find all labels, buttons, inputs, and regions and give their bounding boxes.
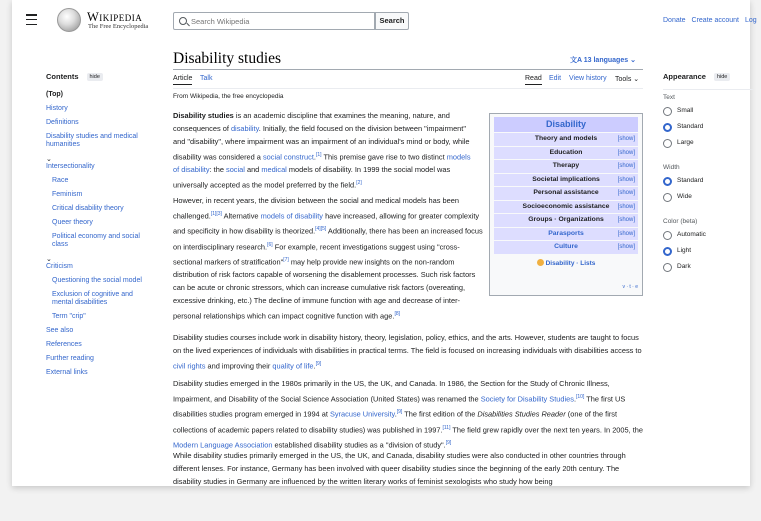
search-icon xyxy=(179,17,187,25)
toc-item-social-model[interactable]: Questioning the social model xyxy=(52,277,142,284)
wikipedia-globe-icon[interactable] xyxy=(57,8,81,32)
tools-menu[interactable] xyxy=(615,75,639,83)
show-toggle[interactable]: [show] xyxy=(617,190,635,196)
paragraph-2: However, in recent years, the division between the social and medical models has been challenged.[1][3] Alternative models of disability have increased, allowing for greater complexity and specificity in how disability is theorized.[4][5] Additionally, there has been an increased focus on interdisciplinary research.[6] For example, recent investigations suggest using "cross-sectional markers of stratification"[7] may help provide new insights on the non-random distribution of risk factors capable of worsening the disablement processes. Such risk factors can be acute or chronic stressors, which can increase cumulative risk factors (overeating, excessive drinking, etc.) The decline of immune function with age and decrease of inter-personal relationships which can impact cognitive function with age.[8] xyxy=(173,196,483,321)
radio-width-wide[interactable] xyxy=(663,193,672,202)
radio-small[interactable] xyxy=(663,107,672,116)
toc-item-critical-disability-theory[interactable]: Critical disability theory xyxy=(52,205,124,212)
create-account-link[interactable]: Create account xyxy=(691,17,740,24)
infobox-row-label: Socioeconomic assistance xyxy=(522,202,610,210)
page-title: Disability studies xyxy=(173,50,282,67)
toc-item-see-also[interactable]: See also xyxy=(46,327,74,334)
translate-icon: 文A xyxy=(570,57,584,64)
radio-large[interactable] xyxy=(663,139,672,148)
option-label: Large xyxy=(677,139,694,146)
wikipedia-tagline: The Free Encyclopedia xyxy=(88,23,149,30)
tab-talk[interactable]: Talk xyxy=(200,75,213,82)
color-option[interactable] xyxy=(663,230,753,246)
toc-item-feminism[interactable]: Feminism xyxy=(52,191,83,198)
infobox-row[interactable] xyxy=(494,160,638,173)
tab-view-history[interactable]: View history xyxy=(569,75,607,82)
infobox-row[interactable] xyxy=(494,228,638,241)
color-label: Color (beta) xyxy=(663,218,698,225)
tools-label: Tools xyxy=(615,76,632,83)
chevron-down-icon[interactable]: ⌄ xyxy=(46,156,52,163)
infobox-row[interactable] xyxy=(494,241,638,254)
window-left-margin xyxy=(0,0,12,486)
infobox-row-label: Personal assistance xyxy=(533,189,599,196)
toc-item-intersectionality[interactable]: Intersectionality xyxy=(46,163,95,170)
tabs-divider xyxy=(173,88,643,89)
paragraph-3: Disability studies courses include work in disability history, theory, legislation, policy, ethics, and the arts. However, students are taught to focus on the lived experiences of individuals with disabilities in practical terms. The field is focused on increasing individuals with disabilities access to civil rights and improving their quality of life.[9] xyxy=(173,333,642,371)
language-button[interactable] xyxy=(570,55,636,65)
infobox-footer[interactable] xyxy=(494,258,638,270)
option-label: Standard xyxy=(677,123,704,130)
radio-width-standard[interactable] xyxy=(663,177,672,186)
toc-item-queer-theory[interactable]: Queer theory xyxy=(52,219,93,226)
toc-title: Contents xyxy=(46,72,79,81)
infobox-row[interactable] xyxy=(494,201,638,214)
tab-article-label: Article xyxy=(173,75,193,82)
show-toggle[interactable]: [show] xyxy=(617,176,635,183)
infobox-footer-label: Disability · Lists xyxy=(545,259,596,267)
width-option[interactable] xyxy=(663,176,753,192)
toc-hide-button[interactable]: hide xyxy=(87,73,103,81)
toc-item-further-reading[interactable]: Further reading xyxy=(46,355,94,362)
infobox-row-label: Education xyxy=(549,148,583,156)
color-option[interactable] xyxy=(663,262,753,278)
infobox-row[interactable] xyxy=(494,147,638,160)
show-toggle[interactable]: [show] xyxy=(617,163,635,169)
toc-item-external-links[interactable]: External links xyxy=(46,369,88,376)
title-divider xyxy=(173,69,643,70)
toc-item-exclusion[interactable]: Exclusion of cognitive and mental disabilities xyxy=(52,291,133,306)
option-label: Wide xyxy=(677,193,692,200)
active-tab-indicator xyxy=(173,84,192,86)
width-label: Width xyxy=(663,164,680,171)
donate-link[interactable]: Donate xyxy=(663,17,686,24)
show-toggle[interactable]: [show] xyxy=(617,149,635,156)
tab-edit[interactable]: Edit xyxy=(549,75,562,82)
appearance-hide-button[interactable]: hide xyxy=(714,73,730,81)
toc-item-references[interactable]: References xyxy=(46,341,82,348)
chevron-down-icon: ⌄ xyxy=(633,76,640,83)
radio-automatic[interactable] xyxy=(663,231,672,240)
search-box[interactable] xyxy=(173,12,375,30)
appearance-title: Appearance xyxy=(663,72,706,81)
paragraph-1: Disability studies is an academic discipline that examines the meaning, nature, and consequences of disability. Initially, the field focused on the division between "impairment" and "disability", where impairment was an impairment of an individual's mind or body, while disability was considered a social construct.[1] This premise gave rise to two distinct models of disability: the social and medical models of disability. In 1999 the social model was universally accepted as the model preferred by the field.[2] xyxy=(173,111,471,190)
show-toggle[interactable]: [show] xyxy=(617,244,635,250)
show-toggle[interactable]: [show] xyxy=(617,203,635,210)
infobox-row[interactable] xyxy=(494,133,638,146)
site-subtitle: From Wikipedia, the free encyclopedia xyxy=(173,93,284,100)
toc-item-term-crip[interactable]: Term "crip" xyxy=(52,313,86,320)
search-input[interactable] xyxy=(191,13,371,29)
infobox-row-label: Parasports xyxy=(548,229,584,237)
table-of-contents xyxy=(46,72,146,383)
infobox-title[interactable]: Disability xyxy=(494,117,638,132)
appearance-panel xyxy=(663,72,753,278)
text-size-label: Text xyxy=(663,94,675,101)
toc-item-political-economy[interactable]: Political economy and social class xyxy=(52,233,140,248)
page-tabs xyxy=(173,75,643,87)
divider xyxy=(663,89,753,90)
chevron-down-icon[interactable]: ⌄ xyxy=(46,256,52,263)
infobox-row-label: Therapy xyxy=(552,162,580,169)
toc-item-criticism[interactable]: Criticism xyxy=(46,263,73,270)
toc-item-top[interactable]: (Top) xyxy=(46,91,63,98)
toc-item-definitions[interactable]: Definitions xyxy=(46,119,79,126)
infobox-row[interactable] xyxy=(494,174,638,187)
paragraph-5: While disability studies primarily emerged in the US, the UK, and Canada, disability studies were also conducted in other countries through different lenses. For instance, Germany has been involved with queer disability studies since the beginning of the early 20th century. The disability studies in Germany are influenced by the written literary works of feminist sexologists who study how being xyxy=(173,451,626,486)
radio-standard[interactable] xyxy=(663,123,672,132)
wikipedia-wordmark[interactable]: Wikipedia xyxy=(87,10,143,24)
search-button[interactable]: Search xyxy=(375,12,409,30)
color-option[interactable] xyxy=(663,246,753,262)
radio-light[interactable] xyxy=(663,247,672,256)
option-label: Small xyxy=(677,107,694,114)
personal-tools xyxy=(663,17,761,24)
infobox-row-label: Culture xyxy=(554,243,578,250)
active-tab-indicator xyxy=(525,84,542,86)
infobox-row-label: Societal implications xyxy=(532,175,600,183)
width-option[interactable] xyxy=(663,192,753,208)
tab-read[interactable] xyxy=(525,75,542,82)
tab-article[interactable] xyxy=(173,75,192,82)
option-label: Light xyxy=(677,247,692,254)
option-label: Standard xyxy=(677,177,704,184)
option-label: Automatic xyxy=(677,231,706,238)
radio-dark[interactable] xyxy=(663,263,672,272)
chevron-down-icon: ⌄ xyxy=(630,57,636,64)
text-size-option[interactable] xyxy=(663,122,753,138)
vte-links[interactable]: v · t · e xyxy=(622,284,638,290)
tab-read-label: Read xyxy=(525,75,542,82)
show-toggle[interactable]: [show] xyxy=(617,217,635,223)
log-in-link[interactable]: Log xyxy=(744,17,757,24)
text-size-option[interactable] xyxy=(663,138,753,154)
show-toggle[interactable]: [show] xyxy=(617,230,635,237)
option-label: Dark xyxy=(677,263,691,270)
paragraph-4: Disability studies emerged in the 1980s primarily in the US, the UK, and Canada. In 1986, the Section for the Study of Chronic Illness, Impairment, and Disability of the Social Science Association (United States) was renamed the Society for Disability Studies.[10] The first US disabilities studies program emerged in 1994 at Syracuse University.[9] The first edition of the Disabilities Studies Reader (one of the first collections of academic papers related to disability studies) was published in 1997.[11] The field grew rapidly over the next ten years. In 2005, the Modern Language Association established disability studies as a "division of study".[9] xyxy=(173,379,644,450)
infobox-row-label: Theory and models xyxy=(534,135,598,142)
main-menu-icon[interactable] xyxy=(26,14,37,26)
toc-item-medical-humanities[interactable]: Disability studies and medical humanities xyxy=(46,133,138,148)
infobox-row[interactable] xyxy=(494,187,638,200)
toc-item-history[interactable]: History xyxy=(46,105,68,112)
toc-item-race[interactable]: Race xyxy=(52,177,69,184)
infobox-row-label: Groups · Organizations xyxy=(528,216,604,223)
disability-portal-icon xyxy=(537,259,544,266)
text-size-option[interactable] xyxy=(663,106,753,122)
show-toggle[interactable]: [show] xyxy=(617,136,635,142)
infobox-row[interactable] xyxy=(494,214,638,227)
infobox-disability xyxy=(489,113,643,296)
language-count: 13 languages xyxy=(583,57,629,64)
